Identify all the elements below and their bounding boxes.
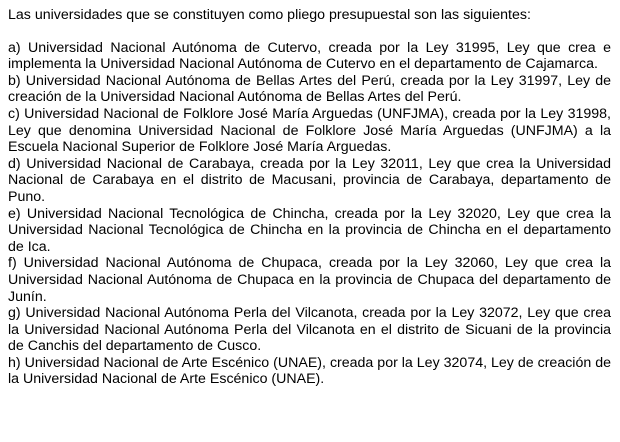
list-item-h: h) Universidad Nacional de Arte Escénico (UNAE), creada por la Ley 32074, Ley de creación de la Universidad Nacional de Arte Escénico (UNAE). [8, 354, 611, 388]
list-item-e: e) Universidad Nacional Tecnológica de Chincha, creada por la Ley 32020, Ley que crea la Universidad Nacional Tecnológica de Chincha en la provincia de Chincha en el departamento de Ica. [8, 205, 611, 255]
list-item-g: g) Universidad Nacional Autónoma Perla del Vilcanota, creada por la Ley 32072, Ley que crea la Universidad Nacional Autónoma Perla del Vilcanota en el distrito de Sicuani de la provincia de Canchis del departamento de Cusco. [8, 305, 611, 355]
list-item-d: d) Universidad Nacional de Carabaya, creada por la Ley 32011, Ley que crea la Universidad Nacional de Carabaya en el distrito de Macusani, provincia de Carabaya, departamento de Puno. [8, 155, 611, 205]
list-item-c: c) Universidad Nacional de Folklore José María Arguedas (UNFJMA), creada por la Ley 31998, Ley que denomina Universidad Nacional de Folklore José María Arguedas (UNFJMA) a la Escuela Nacional Superior de Folklore José María Arguedas. [8, 105, 611, 156]
intro-paragraph: Las universidades que se constituyen como pliego presupuestal son las siguientes: [8, 7, 531, 23]
list-item-f: f) Universidad Nacional Autónoma de Chupaca, creada por la Ley 32060, Ley que crea la Universidad Nacional Autónoma de Chupaca en la provincia de Chupaca del departamento de Junín. [8, 255, 611, 305]
list-item-a: a) Universidad Nacional Autónoma de Cutervo, creada por la Ley 31995, Ley que crea e implementa la Universidad Nacional Autónoma de Cutervo en el departamento de Cajamarca. [8, 39, 611, 73]
list-item-b: b) Universidad Nacional Autónoma de Bellas Artes del Perú, creada por la Ley 31997, Ley de creación de la Universidad Nacional Autónoma de Bellas Artes del Perú. [8, 72, 611, 106]
